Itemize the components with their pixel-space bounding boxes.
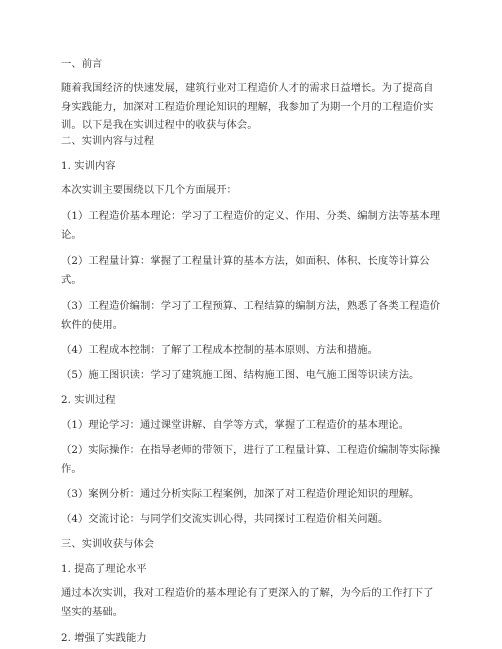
section-heading-intro: 一、前言 — [61, 58, 103, 70]
content-item-3: （3）工程造价编制：学习了工程预算、工程结算的编制方法，熟悉了各类工程造价软件的使用。 — [61, 300, 441, 331]
section-heading-gains: 三、实训收获与体会 — [61, 538, 155, 550]
process-item-3: （3）案例分析：通过分析实际工程案例，加深了对工程造价理论知识的理解。 — [61, 488, 420, 500]
content-item-2: （2）工程量计算：掌握了工程量计算的基本方法，如面积、体积、长度等计算公式。 — [61, 255, 430, 286]
process-item-4: （4）交流讨论：与同学们交流实训心得，共同探讨工程造价相关问题。 — [61, 513, 389, 525]
gain-title-2: 2. 增强了实践能力 — [61, 632, 147, 644]
subsection-title-content: 1. 实训内容 — [61, 160, 116, 172]
content-item-4: （4）工程成本控制：了解了工程成本控制的基本原则、方法和措施。 — [61, 344, 379, 356]
gain-title-1: 1. 提高了理论水平 — [61, 563, 147, 575]
content-lead-paragraph: 本次实训主要围绕以下几个方面展开： — [61, 184, 237, 196]
content-item-1: （1）工程造价基本理论：学习了工程造价的定义、作用、分类、编制方法等基本理论。 — [61, 210, 441, 241]
section-heading-content: 二、实训内容与过程 — [61, 135, 155, 147]
gain-paragraph-1: 通过本次实训，我对工程造价的基本理论有了更深入的了解，为今后的工作打下了坚实的基础。 — [61, 587, 434, 618]
process-item-2: （2）实际操作：在指导老师的带领下，进行了工程量计算、工程造价编制等实际操作。 — [61, 444, 441, 475]
intro-paragraph: 随着我国经济的快速发展，建筑行业对工程造价人才的需求日益增长。为了提高自身实践能力，加深对工程造价理论知识的理解，我参加了为期一个月的工程造价实训。以下是我在实训过程中的收获与体会。 — [61, 82, 434, 131]
subsection-title-process: 2. 实训过程 — [61, 394, 116, 406]
content-item-5: （5）施工图识读：学习了建筑施工图、结构施工图、电气施工图等识读方法。 — [61, 369, 420, 381]
process-item-1: （1）理论学习：通过课堂讲解、自学等方式，掌握了工程造价的基本理论。 — [61, 419, 410, 431]
